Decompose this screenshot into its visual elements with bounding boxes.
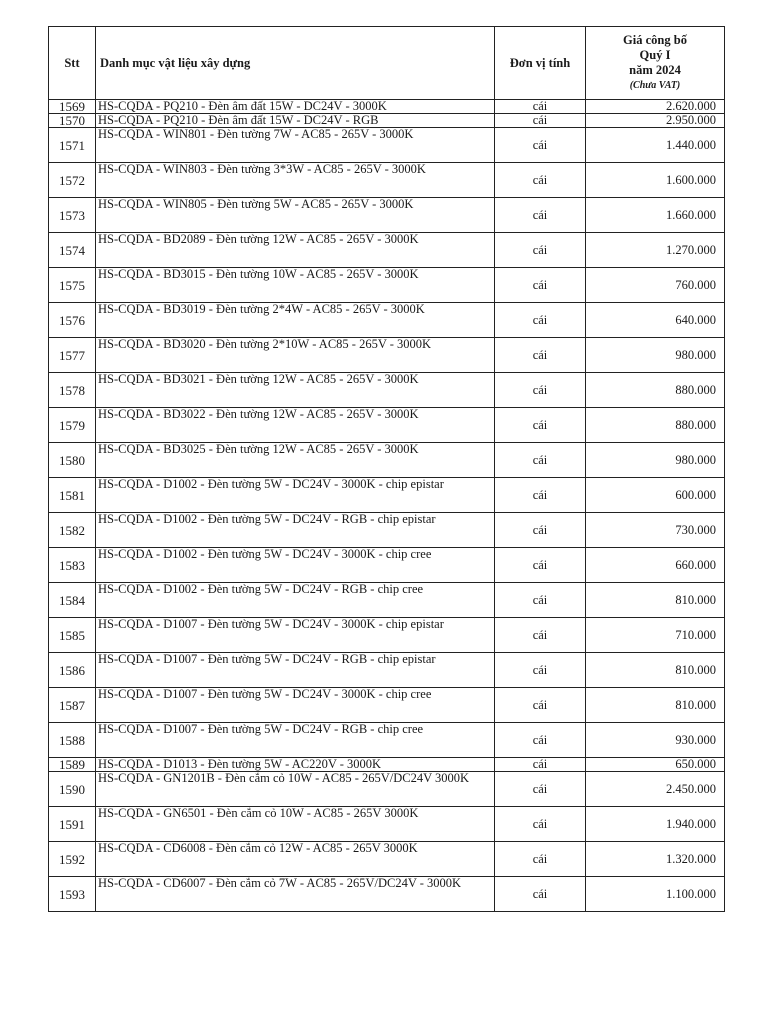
- cell-price: 980.000: [586, 443, 725, 478]
- cell-name: HS-CQDA - D1002 - Đèn tường 5W - DC24V - 3000K - chip epistar: [96, 478, 495, 513]
- cell-name: HS-CQDA - D1007 - Đèn tường 5W - DC24V - RGB - chip epistar: [96, 653, 495, 688]
- cell-price: 810.000: [586, 583, 725, 618]
- header-price-line3: năm 2024: [629, 63, 681, 77]
- cell-price: 600.000: [586, 478, 725, 513]
- cell-unit: cái: [495, 548, 586, 583]
- cell-unit: cái: [495, 128, 586, 163]
- table-row: [49, 772, 725, 807]
- cell-price: 810.000: [586, 653, 725, 688]
- cell-price: 730.000: [586, 513, 725, 548]
- cell-stt: 1571: [49, 128, 96, 163]
- cell-price: 650.000: [586, 758, 725, 772]
- cell-name: HS-CQDA - BD3025 - Đèn tường 12W - AC85 - 265V - 3000K: [96, 443, 495, 478]
- cell-name: HS-CQDA - BD3020 - Đèn tường 2*10W - AC85 - 265V - 3000K: [96, 338, 495, 373]
- cell-stt: 1574: [49, 233, 96, 268]
- cell-price: 880.000: [586, 373, 725, 408]
- cell-name: HS-CQDA - BD3021 - Đèn tường 12W - AC85 - 265V - 3000K: [96, 373, 495, 408]
- table-row: [49, 807, 725, 842]
- cell-price: 930.000: [586, 723, 725, 758]
- table-row: [49, 443, 725, 478]
- cell-unit: cái: [495, 653, 586, 688]
- header-price-line1: Giá công bố: [623, 33, 687, 47]
- cell-name: HS-CQDA - WIN801 - Đèn tường 7W - AC85 - 265V - 3000K: [96, 128, 495, 163]
- cell-name: HS-CQDA - PQ210 - Đèn âm đất 15W - DC24V - 3000K: [96, 100, 495, 114]
- cell-unit: cái: [495, 772, 586, 807]
- cell-price: 760.000: [586, 268, 725, 303]
- cell-stt: 1578: [49, 373, 96, 408]
- table-row: [49, 198, 725, 233]
- cell-stt: 1575: [49, 268, 96, 303]
- cell-name: HS-CQDA - GN1201B - Đèn cắm cỏ 10W - AC85 - 265V/DC24V 3000K: [96, 772, 495, 807]
- cell-stt: 1583: [49, 548, 96, 583]
- cell-unit: cái: [495, 443, 586, 478]
- cell-stt: 1584: [49, 583, 96, 618]
- cell-unit: cái: [495, 583, 586, 618]
- cell-stt: 1576: [49, 303, 96, 338]
- cell-price: 1.100.000: [586, 877, 725, 912]
- table-row: [49, 114, 725, 128]
- cell-unit: cái: [495, 373, 586, 408]
- table-row: [49, 478, 725, 513]
- cell-name: HS-CQDA - GN6501 - Đèn cắm cỏ 10W - AC85 - 265V 3000K: [96, 807, 495, 842]
- cell-stt: 1588: [49, 723, 96, 758]
- cell-name: HS-CQDA - D1013 - Đèn tường 5W - AC220V - 3000K: [96, 758, 495, 772]
- cell-name: HS-CQDA - BD3022 - Đèn tường 12W - AC85 - 265V - 3000K: [96, 408, 495, 443]
- table-row: [49, 303, 725, 338]
- cell-name: HS-CQDA - D1002 - Đèn tường 5W - DC24V - RGB - chip epistar: [96, 513, 495, 548]
- price-list-sheet: [48, 26, 724, 912]
- cell-name: HS-CQDA - CD6007 - Đèn cắm cỏ 7W - AC85 - 265V/DC24V - 3000K: [96, 877, 495, 912]
- cell-price: 1.660.000: [586, 198, 725, 233]
- cell-price: 1.600.000: [586, 163, 725, 198]
- table-row: [49, 842, 725, 877]
- cell-name: HS-CQDA - D1002 - Đèn tường 5W - DC24V - 3000K - chip cree: [96, 548, 495, 583]
- cell-unit: cái: [495, 688, 586, 723]
- table-row: [49, 233, 725, 268]
- cell-stt: 1582: [49, 513, 96, 548]
- table-row: [49, 548, 725, 583]
- cell-stt: 1572: [49, 163, 96, 198]
- table-row: [49, 758, 725, 772]
- cell-unit: cái: [495, 233, 586, 268]
- cell-unit: cái: [495, 877, 586, 912]
- table-header-row: [49, 27, 725, 100]
- cell-name: HS-CQDA - WIN803 - Đèn tường 3*3W - AC85 - 265V - 3000K: [96, 163, 495, 198]
- cell-unit: cái: [495, 163, 586, 198]
- cell-stt: 1585: [49, 618, 96, 653]
- table-row: [49, 128, 725, 163]
- cell-price: 660.000: [586, 548, 725, 583]
- table-row: [49, 100, 725, 114]
- header-price: [586, 27, 725, 100]
- table-row: [49, 338, 725, 373]
- cell-unit: cái: [495, 114, 586, 128]
- table-row: [49, 373, 725, 408]
- cell-stt: 1579: [49, 408, 96, 443]
- cell-unit: cái: [495, 513, 586, 548]
- cell-unit: cái: [495, 618, 586, 653]
- header-price-note: (Chưa VAT): [629, 80, 681, 91]
- cell-name: HS-CQDA - BD2089 - Đèn tường 12W - AC85 - 265V - 3000K: [96, 233, 495, 268]
- cell-price: 2.450.000: [586, 772, 725, 807]
- cell-name: HS-CQDA - BD3019 - Đèn tường 2*4W - AC85 - 265V - 3000K: [96, 303, 495, 338]
- header-price-line2: Quý I: [639, 48, 671, 62]
- cell-unit: cái: [495, 303, 586, 338]
- cell-price: 810.000: [586, 688, 725, 723]
- cell-name: HS-CQDA - CD6008 - Đèn cắm cỏ 12W - AC85 - 265V 3000K: [96, 842, 495, 877]
- cell-price: 1.440.000: [586, 128, 725, 163]
- cell-price: 710.000: [586, 618, 725, 653]
- table-row: [49, 877, 725, 912]
- cell-name: HS-CQDA - BD3015 - Đèn tường 10W - AC85 - 265V - 3000K: [96, 268, 495, 303]
- cell-stt: 1577: [49, 338, 96, 373]
- cell-price: 1.940.000: [586, 807, 725, 842]
- cell-stt: 1569: [49, 100, 96, 114]
- table-row: [49, 723, 725, 758]
- cell-stt: 1581: [49, 478, 96, 513]
- table-row: [49, 618, 725, 653]
- cell-unit: cái: [495, 723, 586, 758]
- table-row: [49, 688, 725, 723]
- cell-price: 1.270.000: [586, 233, 725, 268]
- cell-unit: cái: [495, 198, 586, 233]
- cell-unit: cái: [495, 100, 586, 114]
- cell-name: HS-CQDA - D1007 - Đèn tường 5W - DC24V - RGB - chip cree: [96, 723, 495, 758]
- cell-stt: 1591: [49, 807, 96, 842]
- cell-price: 1.320.000: [586, 842, 725, 877]
- cell-stt: 1592: [49, 842, 96, 877]
- cell-price: 2.950.000: [586, 114, 725, 128]
- cell-price: 2.620.000: [586, 100, 725, 114]
- cell-unit: cái: [495, 338, 586, 373]
- cell-unit: cái: [495, 268, 586, 303]
- cell-unit: cái: [495, 842, 586, 877]
- cell-unit: cái: [495, 408, 586, 443]
- header-name: Danh mục vật liệu xây dựng: [96, 27, 495, 100]
- cell-name: HS-CQDA - D1007 - Đèn tường 5W - DC24V - 3000K - chip cree: [96, 688, 495, 723]
- table-row: [49, 513, 725, 548]
- table-row: [49, 163, 725, 198]
- header-unit: Đơn vị tính: [495, 27, 586, 100]
- cell-stt: 1570: [49, 114, 96, 128]
- cell-unit: cái: [495, 807, 586, 842]
- cell-unit: cái: [495, 478, 586, 513]
- cell-stt: 1580: [49, 443, 96, 478]
- cell-name: HS-CQDA - D1007 - Đèn tường 5W - DC24V - 3000K - chip epistar: [96, 618, 495, 653]
- cell-name: HS-CQDA - PQ210 - Đèn âm đất 15W - DC24V - RGB: [96, 114, 495, 128]
- header-stt: Stt: [49, 27, 96, 100]
- cell-stt: 1587: [49, 688, 96, 723]
- cell-stt: 1589: [49, 758, 96, 772]
- table-row: [49, 653, 725, 688]
- cell-stt: 1573: [49, 198, 96, 233]
- cell-price: 640.000: [586, 303, 725, 338]
- table-row: [49, 268, 725, 303]
- cell-unit: cái: [495, 758, 586, 772]
- price-table: [48, 26, 725, 912]
- cell-stt: 1593: [49, 877, 96, 912]
- table-row: [49, 583, 725, 618]
- cell-name: HS-CQDA - WIN805 - Đèn tường 5W - AC85 - 265V - 3000K: [96, 198, 495, 233]
- cell-price: 880.000: [586, 408, 725, 443]
- cell-name: HS-CQDA - D1002 - Đèn tường 5W - DC24V - RGB - chip cree: [96, 583, 495, 618]
- cell-stt: 1586: [49, 653, 96, 688]
- table-row: [49, 408, 725, 443]
- cell-price: 980.000: [586, 338, 725, 373]
- cell-stt: 1590: [49, 772, 96, 807]
